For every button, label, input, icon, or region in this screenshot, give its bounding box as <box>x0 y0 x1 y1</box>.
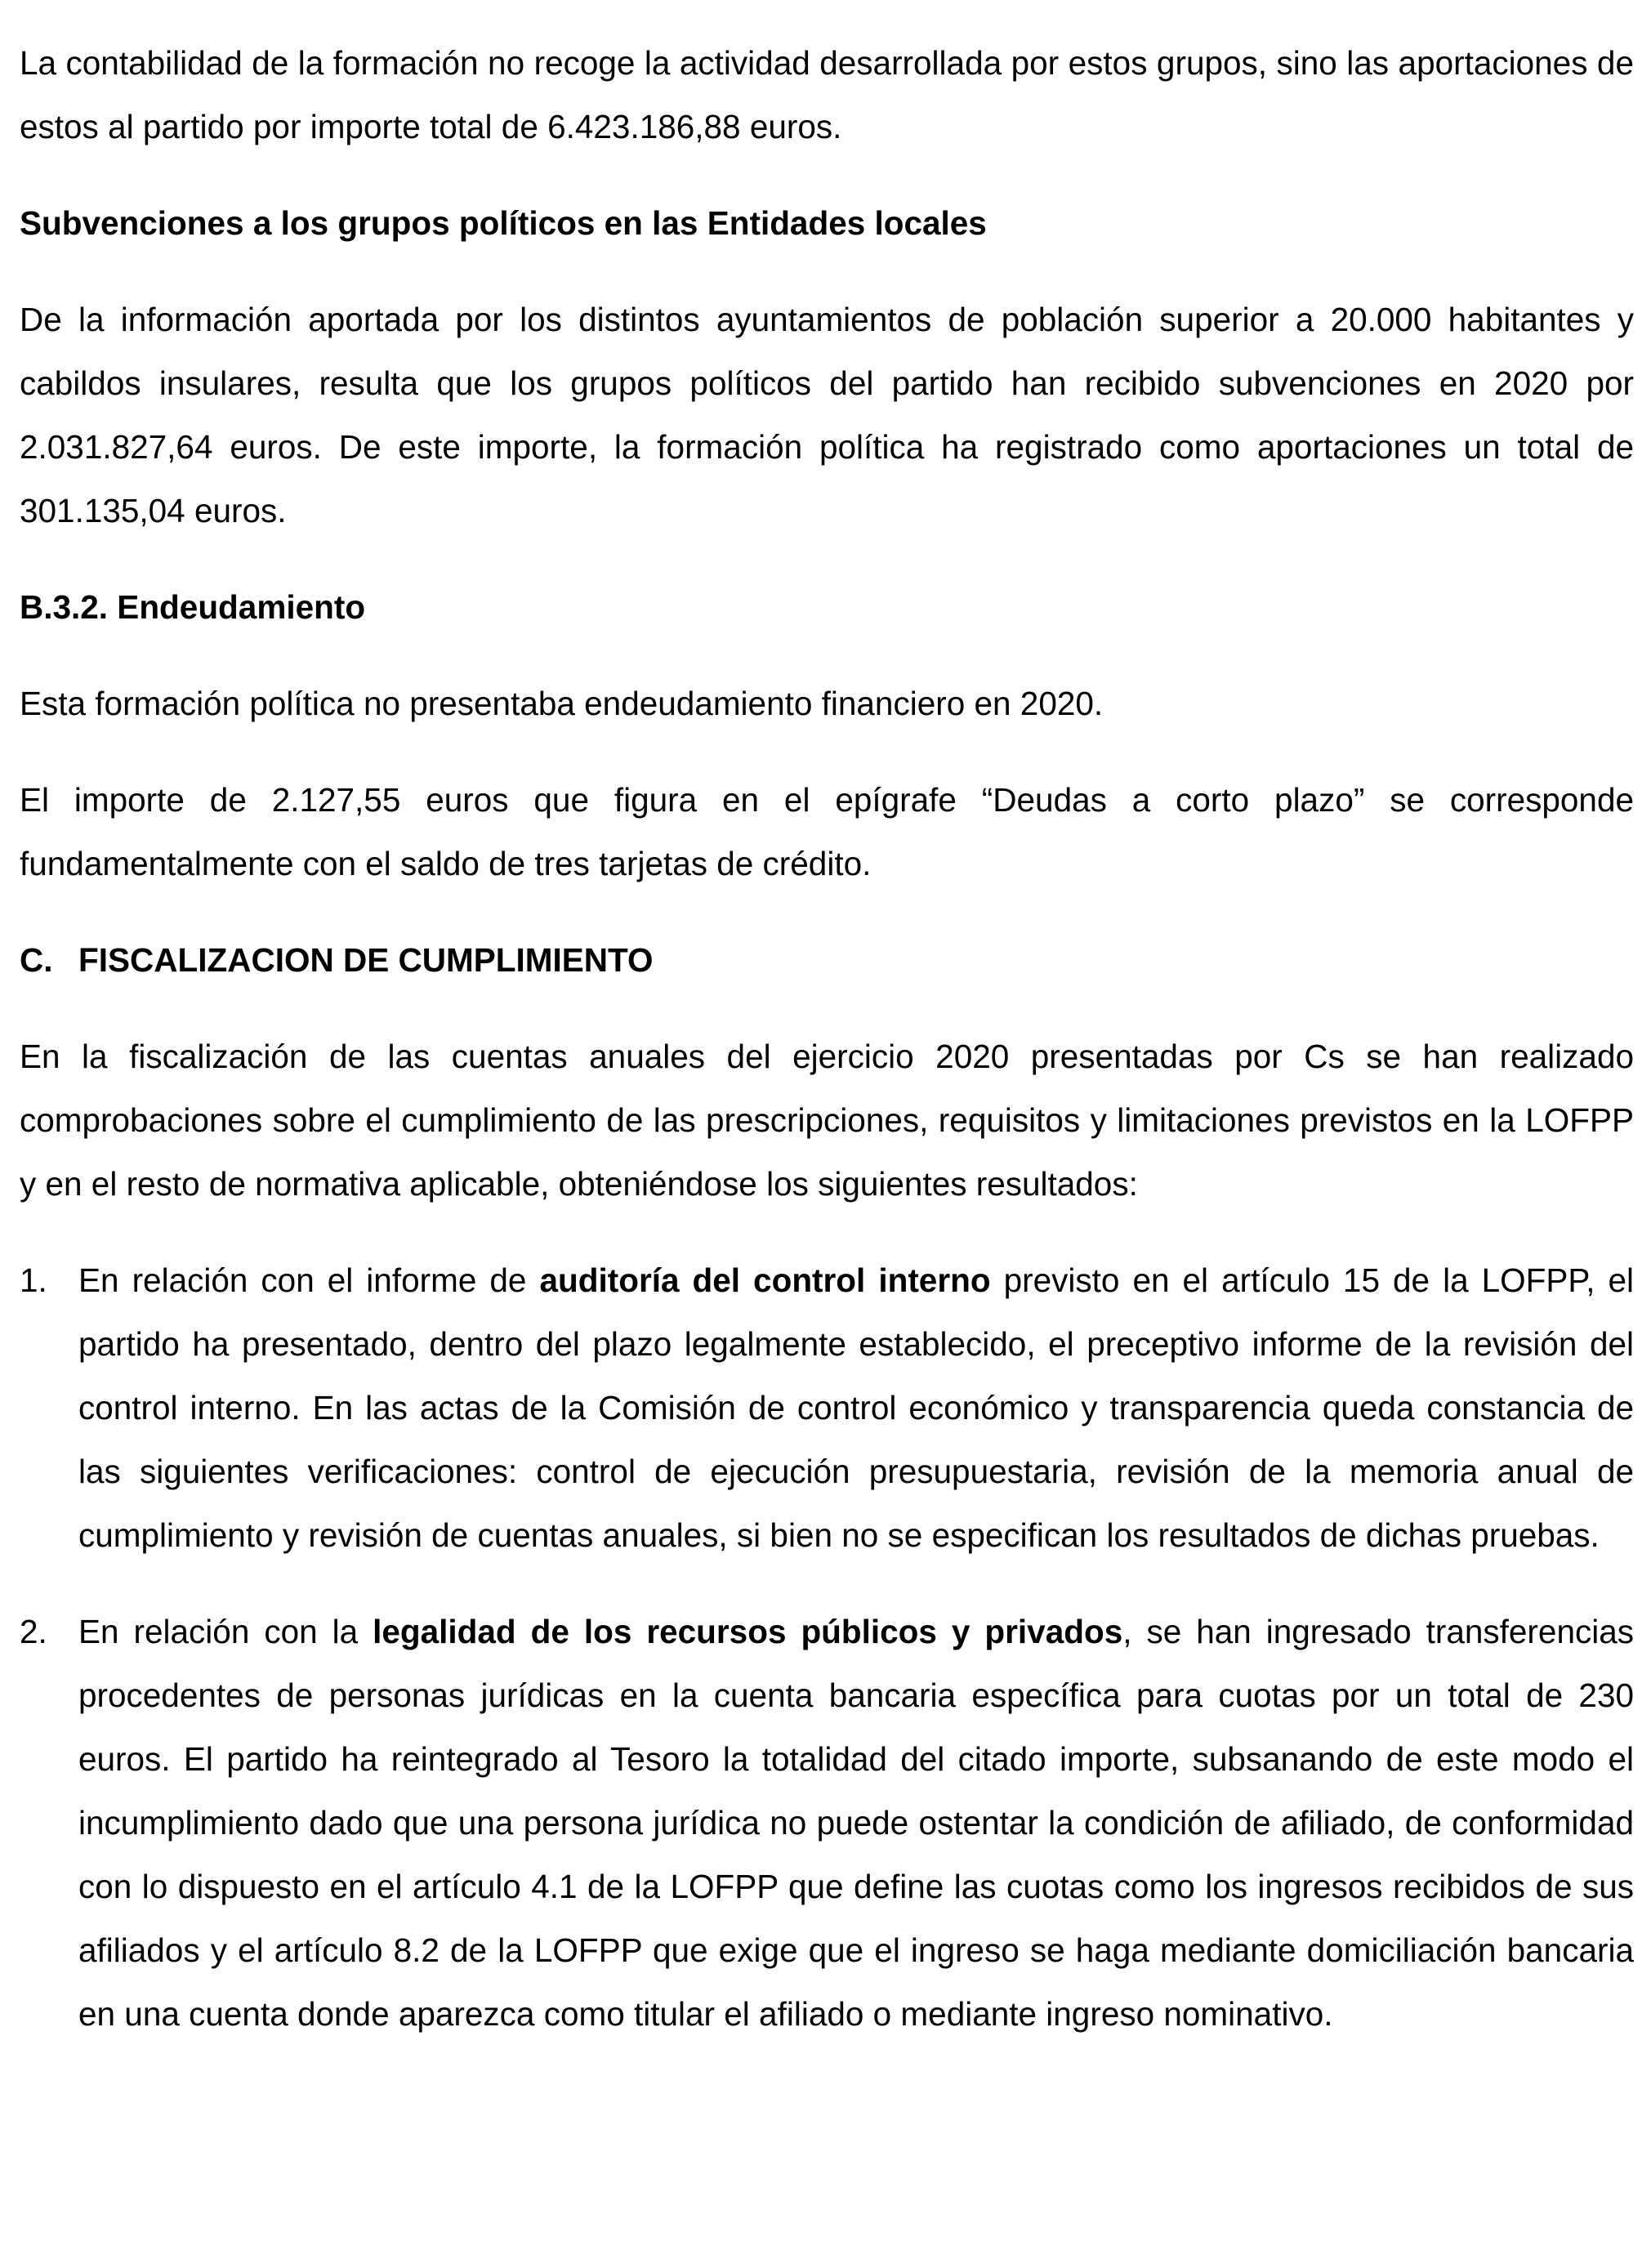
list-item-bold-term: legalidad de los recursos públicos y privados <box>373 1613 1123 1650</box>
fiscalizacion-heading-number: C. <box>20 941 53 979</box>
fiscalizacion-heading <box>20 928 1634 992</box>
list-item-text-post: previsto en el artículo 15 de la LOFPP, el partido ha presentado, dentro del plazo legalmente establecido, el preceptivo informe de la revisión del control interno. En las actas de la Comisión de control económico y transparencia queda constancia de las siguientes verificaciones: control de ejecución presupuestaria, revisión de la memoria anual de cumplimiento y revisión de cuentas anuales, si bien no se especifican los resultados de dichas pruebas. <box>78 1261 1634 1554</box>
fiscalizacion-heading-text: FISCALIZACION DE CUMPLIMIENTO <box>78 941 654 979</box>
list-item-text-pre: En relación con la <box>78 1613 373 1650</box>
intro-paragraph: La contabilidad de la formación no recoge la actividad desarrollada por estos grupos, sino las aportaciones de estos al partido por importe total de 6.423.186,88 euros. <box>20 44 1634 145</box>
subvenciones-paragraph: De la información aportada por los distintos ayuntamientos de población superior a 20.000 habitantes y cabildos insulares, resulta que los grupos políticos del partido han recibido subvenciones en 2020 por 2.031.827,64 euros. De este importe, la formación política ha registrado como aportaciones un total de 301.135,04 euros. <box>20 301 1634 529</box>
endeudamiento-paragraph-2: El importe de 2.127,55 euros que figura en el epígrafe “Deudas a corto plazo” se corresponde fundamentalmente con el saldo de tres tarjetas de crédito. <box>20 781 1634 882</box>
endeudamiento-heading: B.3.2. Endeudamiento <box>20 588 366 626</box>
list-item-text-post: , se han ingresado transferencias procedentes de personas jurídicas en la cuenta bancaria específica para cuotas por un total de 230 euros. El partido ha reintegrado al Tesoro la totalidad del citado importe, subsanando de este modo el incumplimiento dado que una persona jurídica no puede ostentar la condición de afiliado, de conformidad con lo dispuesto en el artículo 4.1 de la LOFPP que define las cuotas como los ingresos recibidos de sus afiliados y el artículo 8.2 de la LOFPP que exige que el ingreso se haga mediante domiciliación bancaria en una cuenta donde aparezca como titular el afiliado o mediante ingreso nominativo. <box>78 1613 1634 2033</box>
fiscalizacion-intro-paragraph: En la fiscalización de las cuentas anuales del ejercicio 2020 presentadas por Cs se han realizado comprobaciones sobre el cumplimiento de las prescripciones, requisitos y limitaciones previstos en la LOFPP y en el resto de normativa aplicable, obteniéndose los siguientes resultados: <box>20 1038 1634 1203</box>
document-page <box>20 31 1634 2078</box>
list-item-bold-term: auditoría del control interno <box>539 1261 991 1299</box>
subvenciones-heading: Subvenciones a los grupos políticos en las Entidades locales <box>20 204 987 242</box>
list-item-marker: 1. <box>20 1261 47 1299</box>
endeudamiento-paragraph-1: Esta formación política no presentaba endeudamiento financiero en 2020. <box>20 685 1104 722</box>
list-item-marker: 2. <box>20 1613 47 1650</box>
list-item-legalidad <box>20 1600 1634 2046</box>
list-item-text-pre: En relación con el informe de <box>78 1261 540 1299</box>
list-item-auditoria <box>20 1248 1634 1567</box>
